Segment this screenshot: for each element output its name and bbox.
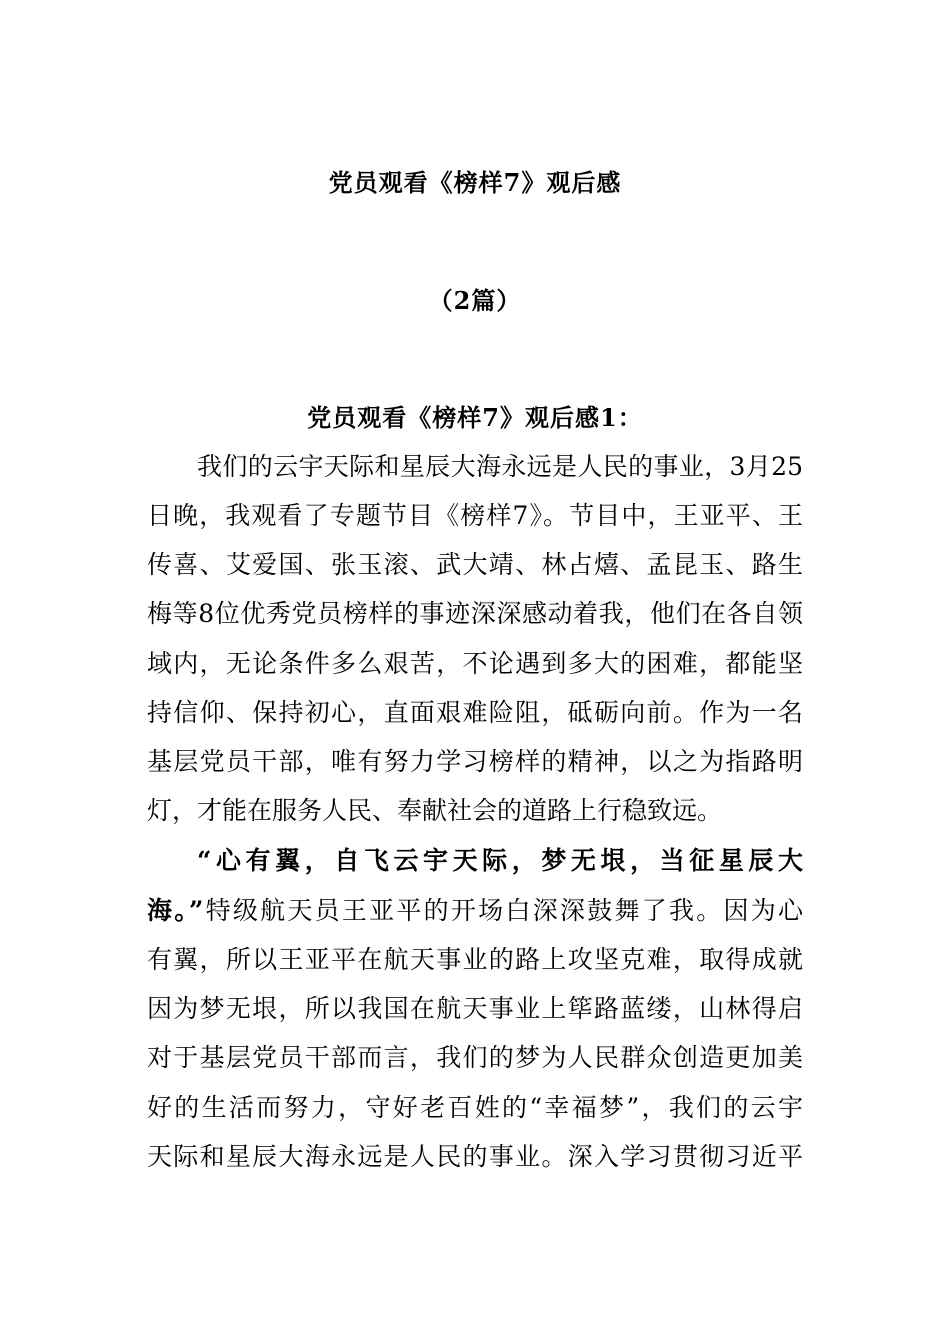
- paragraph-1-line-2: 日晚，我观看了专题节目《榜样7》。节目中，王亚平、王: [147, 501, 803, 530]
- paragraph-1-line-7: 基层党员干部，唯有努力学习榜样的精神，以之为指路明: [147, 747, 803, 776]
- paragraph-2-line-4: 因为梦无垠，所以我国在航天事业上筚路蓝缕，山林得启: [147, 994, 803, 1023]
- section-title: 党员观看《榜样7》观后感1：: [307, 403, 643, 432]
- paragraph-2-line-6: 好的生活而努力，守好老百姓的“幸福梦”，我们的云宇: [147, 1093, 803, 1122]
- paragraph-2-line-2-rest: 特级航天员王亚平的开场白深深鼓舞了我。因为心: [203, 896, 803, 925]
- paragraph-1-line-5: 域内，无论条件多么艰苦，不论遇到多大的困难，都能坚: [147, 649, 803, 678]
- document-title: 党员观看《榜样7》观后感: [328, 168, 622, 197]
- paragraph-1-line-3: 传喜、艾爱国、张玉滚、武大靖、林占熺、孟昆玉、路生: [147, 550, 803, 579]
- paragraph-2-quote-end: 海。”: [147, 896, 204, 925]
- paragraph-1-line-8: 灯，才能在服务人民、奉献社会的道路上行稳致远。: [147, 796, 723, 825]
- paragraph-1-line-1: 我们的云宇天际和星辰大海永远是人民的事业，3月25: [197, 452, 803, 481]
- paragraph-2-quote-line: “心有翼，自飞云宇天际，梦无垠，当征星辰大: [197, 846, 803, 875]
- paragraph-1-line-6: 持信仰、保持初心，直面艰难险阻，砥砺向前。作为一名: [147, 698, 803, 727]
- paragraph-2-line-3: 有翼，所以王亚平在航天事业的路上攻坚克难，取得成就: [147, 945, 803, 974]
- paragraph-1-line-4: 梅等8位优秀党员榜样的事迹深深感动着我，他们在各自领: [147, 599, 803, 628]
- paragraph-2-line-2: [147, 896, 803, 926]
- paragraph-2-line-5: 对于基层党员干部而言，我们的梦为人民群众创造更加美: [147, 1043, 803, 1072]
- paragraph-2-line-7: 天际和星辰大海永远是人民的事业。深入学习贯彻习近平: [147, 1142, 803, 1171]
- document-subtitle: （2篇）: [428, 286, 522, 315]
